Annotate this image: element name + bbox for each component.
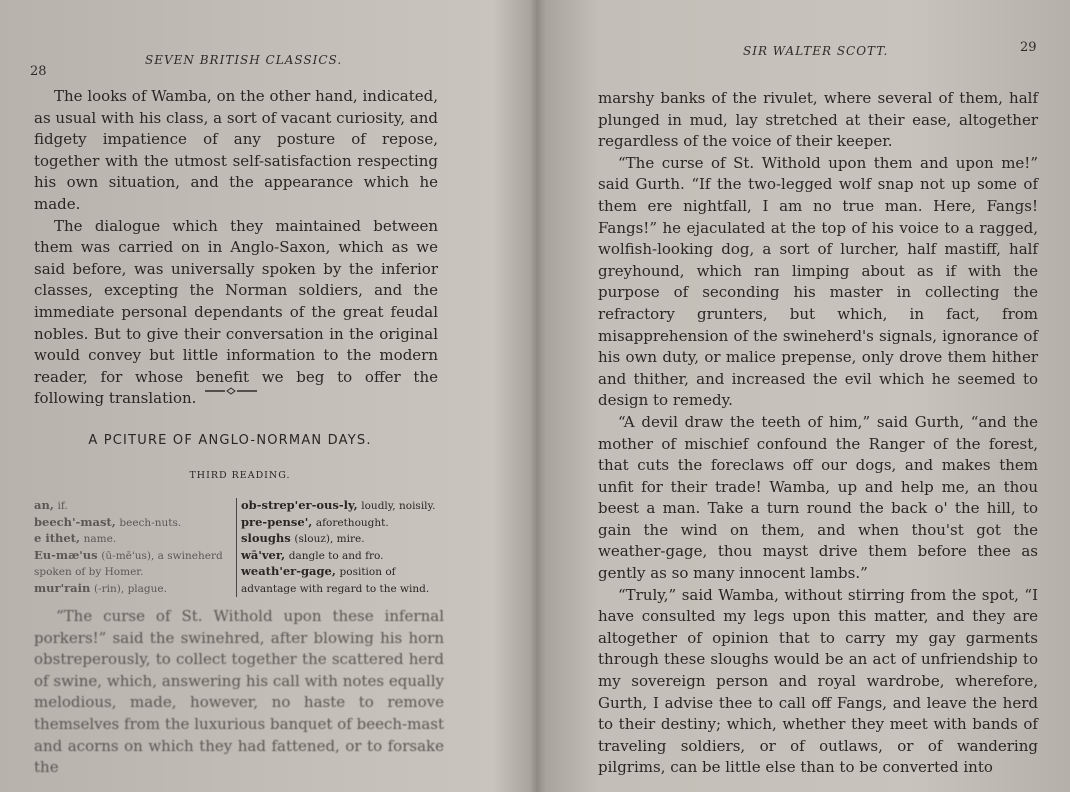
glossary-item: pre-pense', aforethought.: [241, 514, 389, 529]
reading-text: [34, 606, 444, 779]
glossary-item: beech'-mast, beech-nuts.: [34, 514, 182, 529]
running-head: SEVEN BRITISH CLASSICS.: [145, 53, 343, 67]
section-subtitle: THIRD READING.: [189, 470, 291, 481]
paragraph: “The curse of St. Withold upon them and upon me!” said Gurth. “If the two-legged wolf snap not up some of them ere nightfall, I am no true man. Here, Fangs! Fangs!” he ejaculated at the top of his voice to a ragged, wolfish-looking dog, a sort of lurcher, half mastiff, half greyhound, which ran limping about as if with the purpose of seconding his master in collecting the refractory grunters, but which, in fact, from misapprehension of the swineherd's signals, ignorance of his own duty, or malice prepense, only drove them hither and thither, and increased the evil which he seemed to design to remedy.: [598, 153, 1038, 410]
paragraph: marshy banks of the rivulet, where several of them, half plunged in mud, lay stretched at their ease, altogether regardless of the voice of their keeper.: [598, 89, 1038, 151]
glossary-item: Eu-mæ'us (ū-mē'us), a swineherd spoken of by Homer.: [34, 547, 223, 578]
glossary-item: sloughs (slouz), mire.: [241, 531, 365, 545]
body-text: [34, 86, 438, 410]
left-page: [0, 0, 512, 792]
glossary-item: mur'rain (-rin), plague.: [34, 580, 167, 595]
right-page: [528, 0, 1070, 792]
paragraph: “Truly,” said Wamba, without stirring from the spot, “I have consulted my legs upon this matter, and they are altogether of opinion that to carry my gay garments through these sloughs would be an act of unfriendship to my sovereign person and royal wardrobe, wherefore, Gurth, I advise thee to call off Fangs, and leave the herd to their destiny; which, whether they meet with bands of traveling soldiers, or of outlaws, or of wandering pilgrims, can be little else than to be converted into: [598, 585, 1038, 777]
section-divider-ornament: [205, 386, 257, 396]
page-number: 29: [1020, 40, 1037, 55]
glossary-item: wā'ver, dangle to and fro.: [241, 547, 384, 562]
glossary: [34, 498, 446, 598]
paragraph: “A devil draw the teeth of him,” said Gurth, “and the mother of mischief confound the Ranger of the forest, that cuts the foreclaws off our dogs, and makes them unfit for their trade! Wamba, up and help me, an thou beest a man. Take a turn round the back o' the hill, to gain the wind on them, and when thou'st got the weather-gage, thou mayst drive them before thee as gently as so many innocent lambs.”: [598, 412, 1038, 583]
glossary-item: an, if.: [34, 498, 68, 512]
glossary-item: e ithet, name.: [34, 531, 117, 545]
body-text: [598, 88, 1038, 779]
glossary-column-right: [236, 498, 451, 597]
glossary-column-left: [34, 498, 229, 597]
glossary-item: weath'er-gage, position of advantage with regard to the wind.: [241, 564, 430, 595]
running-head: SIR WALTER SCOTT.: [743, 44, 889, 58]
page-number: 28: [30, 64, 47, 79]
paragraph: The dialogue which they maintained between them was carried on in Anglo-Saxon, which as we said before, was universally spoken by the inferior classes, excepting the Norman soldiers, and the immediate personal dependants of the great feudal nobles. But to give their conversation in the original would convey but little information to the modern reader, for whose benefit we beg to offer the following translation.: [34, 216, 438, 408]
section-title: A PCITURE OF ANGLO-NORMAN DAYS.: [88, 433, 372, 448]
paragraph: The looks of Wamba, on the other hand, indicated, as usual with his class, a sort of vacant curiosity, and fidgety impatience of any posture of repose, together with the utmost self-satisfaction respecting his own situation, and the appearance which he made.: [34, 87, 438, 213]
glossary-item: ob-strep'er-ous-ly, loudly, noisily.: [241, 498, 436, 512]
paragraph: “The curse of St. Withold upon these infernal porkers!” said the swinehred, after blowing his horn obstreperously, to collect together the scattered herd of swine, which, answering his call with notes equally melodious, made, however, no haste to remove themselves from the luxurious banquet of beech-mast and acorns on which they had fattened, or to forsake the: [34, 607, 444, 777]
